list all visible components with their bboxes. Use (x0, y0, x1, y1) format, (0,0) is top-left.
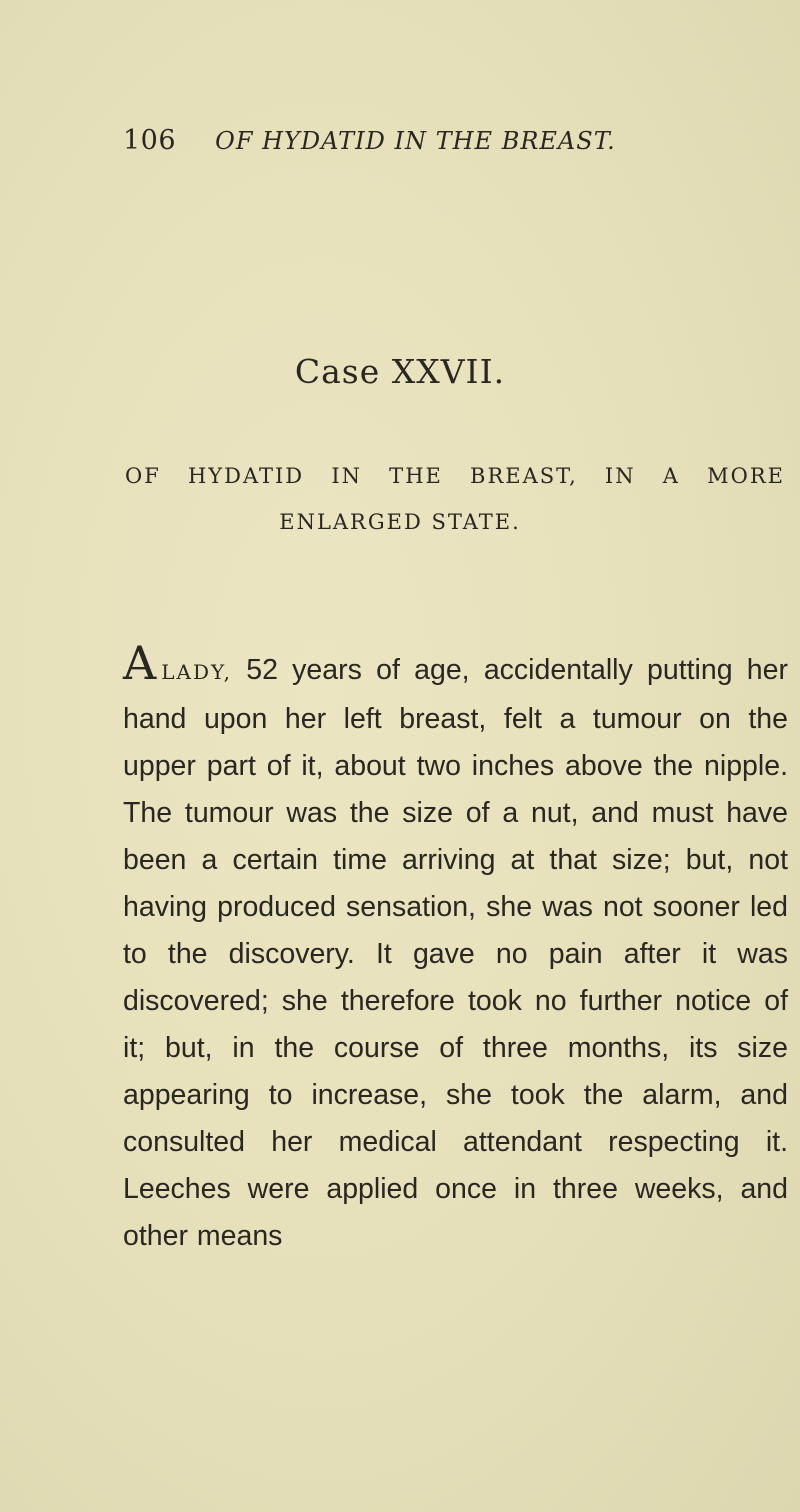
case-subtitle-line1: OF HYDATID IN THE BREAST, IN A MORE (125, 464, 785, 488)
case-title: Case XXVII. (294, 352, 506, 391)
page-header (123, 125, 616, 156)
body-paragraph (123, 636, 788, 1260)
drop-cap: A (123, 636, 158, 690)
opening-smallcaps: LADY, (161, 660, 232, 684)
paragraph-text: 52 years of age, accidentally putting her hand upon her left breast, felt a tumour on the upper part of it, about two inches above the nipple. The tumour was the size of a nut, and must have been a certain time arriving at that size; but, not having produced sensation, she was not sooner led to the discovery. It gave no pain after it was discovered; she therefore took no further notice of it; but, in the course of three months, its size appearing to increase, she took the alarm, and consulted her medical attendant respecting it. Leeches were applied once in three weeks, and other means (123, 654, 788, 1252)
body-text (123, 636, 788, 1260)
running-head: OF HYDATID IN THE BREAST. (215, 127, 616, 155)
case-subtitle-line2: ENLARGED STATE. (279, 510, 521, 534)
page-number: 106 (123, 125, 177, 156)
